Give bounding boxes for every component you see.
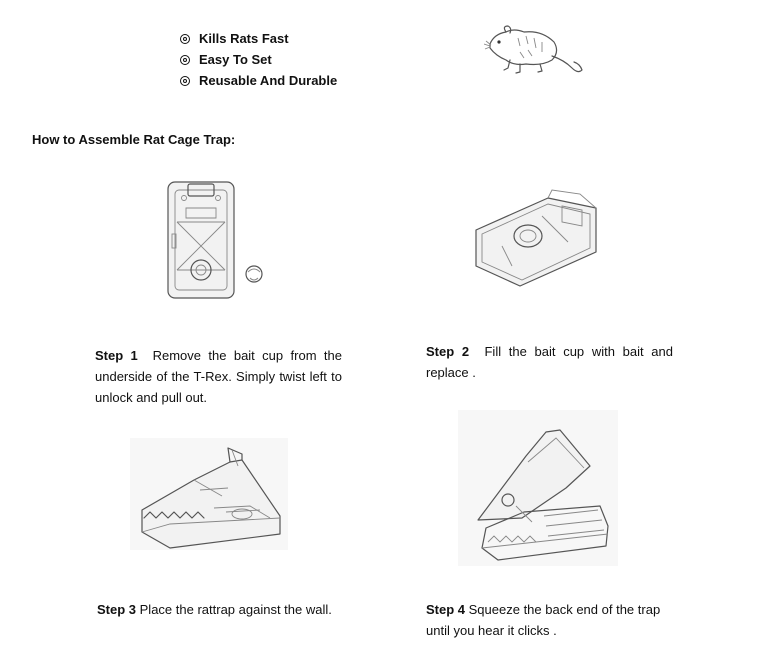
step-text: Place the rattrap against the wall. [139,602,332,617]
step4-illustration [458,410,618,566]
step-3 [97,599,377,620]
feature-list [180,28,337,91]
step2-illustration [472,186,600,290]
feature-item: Easy To Set [180,49,337,70]
step-label: Step 3 [97,602,137,617]
circle-bullet-icon [180,34,190,44]
step-2 [426,341,673,383]
step-4 [426,599,676,641]
section-heading: How to Assemble Rat Cage Trap: [32,132,236,147]
step-label: Step 4 [426,602,466,617]
rat-illustration [484,24,584,76]
step1-illustration [164,178,272,302]
circle-bullet-icon [180,76,190,86]
step-1 [95,345,342,408]
circle-bullet-icon [180,55,190,65]
step-text: Fill the bait cup with bait and replace . [426,344,673,380]
step-label: Step 2 [426,344,470,359]
feature-item: Kills Rats Fast [180,28,337,49]
feature-item: Reusable And Durable [180,70,337,91]
step-text: Remove the bait cup from the underside of the T-Rex. Simply twist left to unlock and pull out. [95,348,342,405]
step3-illustration [130,438,288,550]
step-label: Step 1 [95,348,138,363]
step-text: Squeeze the back end of the trap until you hear it clicks . [426,602,661,638]
